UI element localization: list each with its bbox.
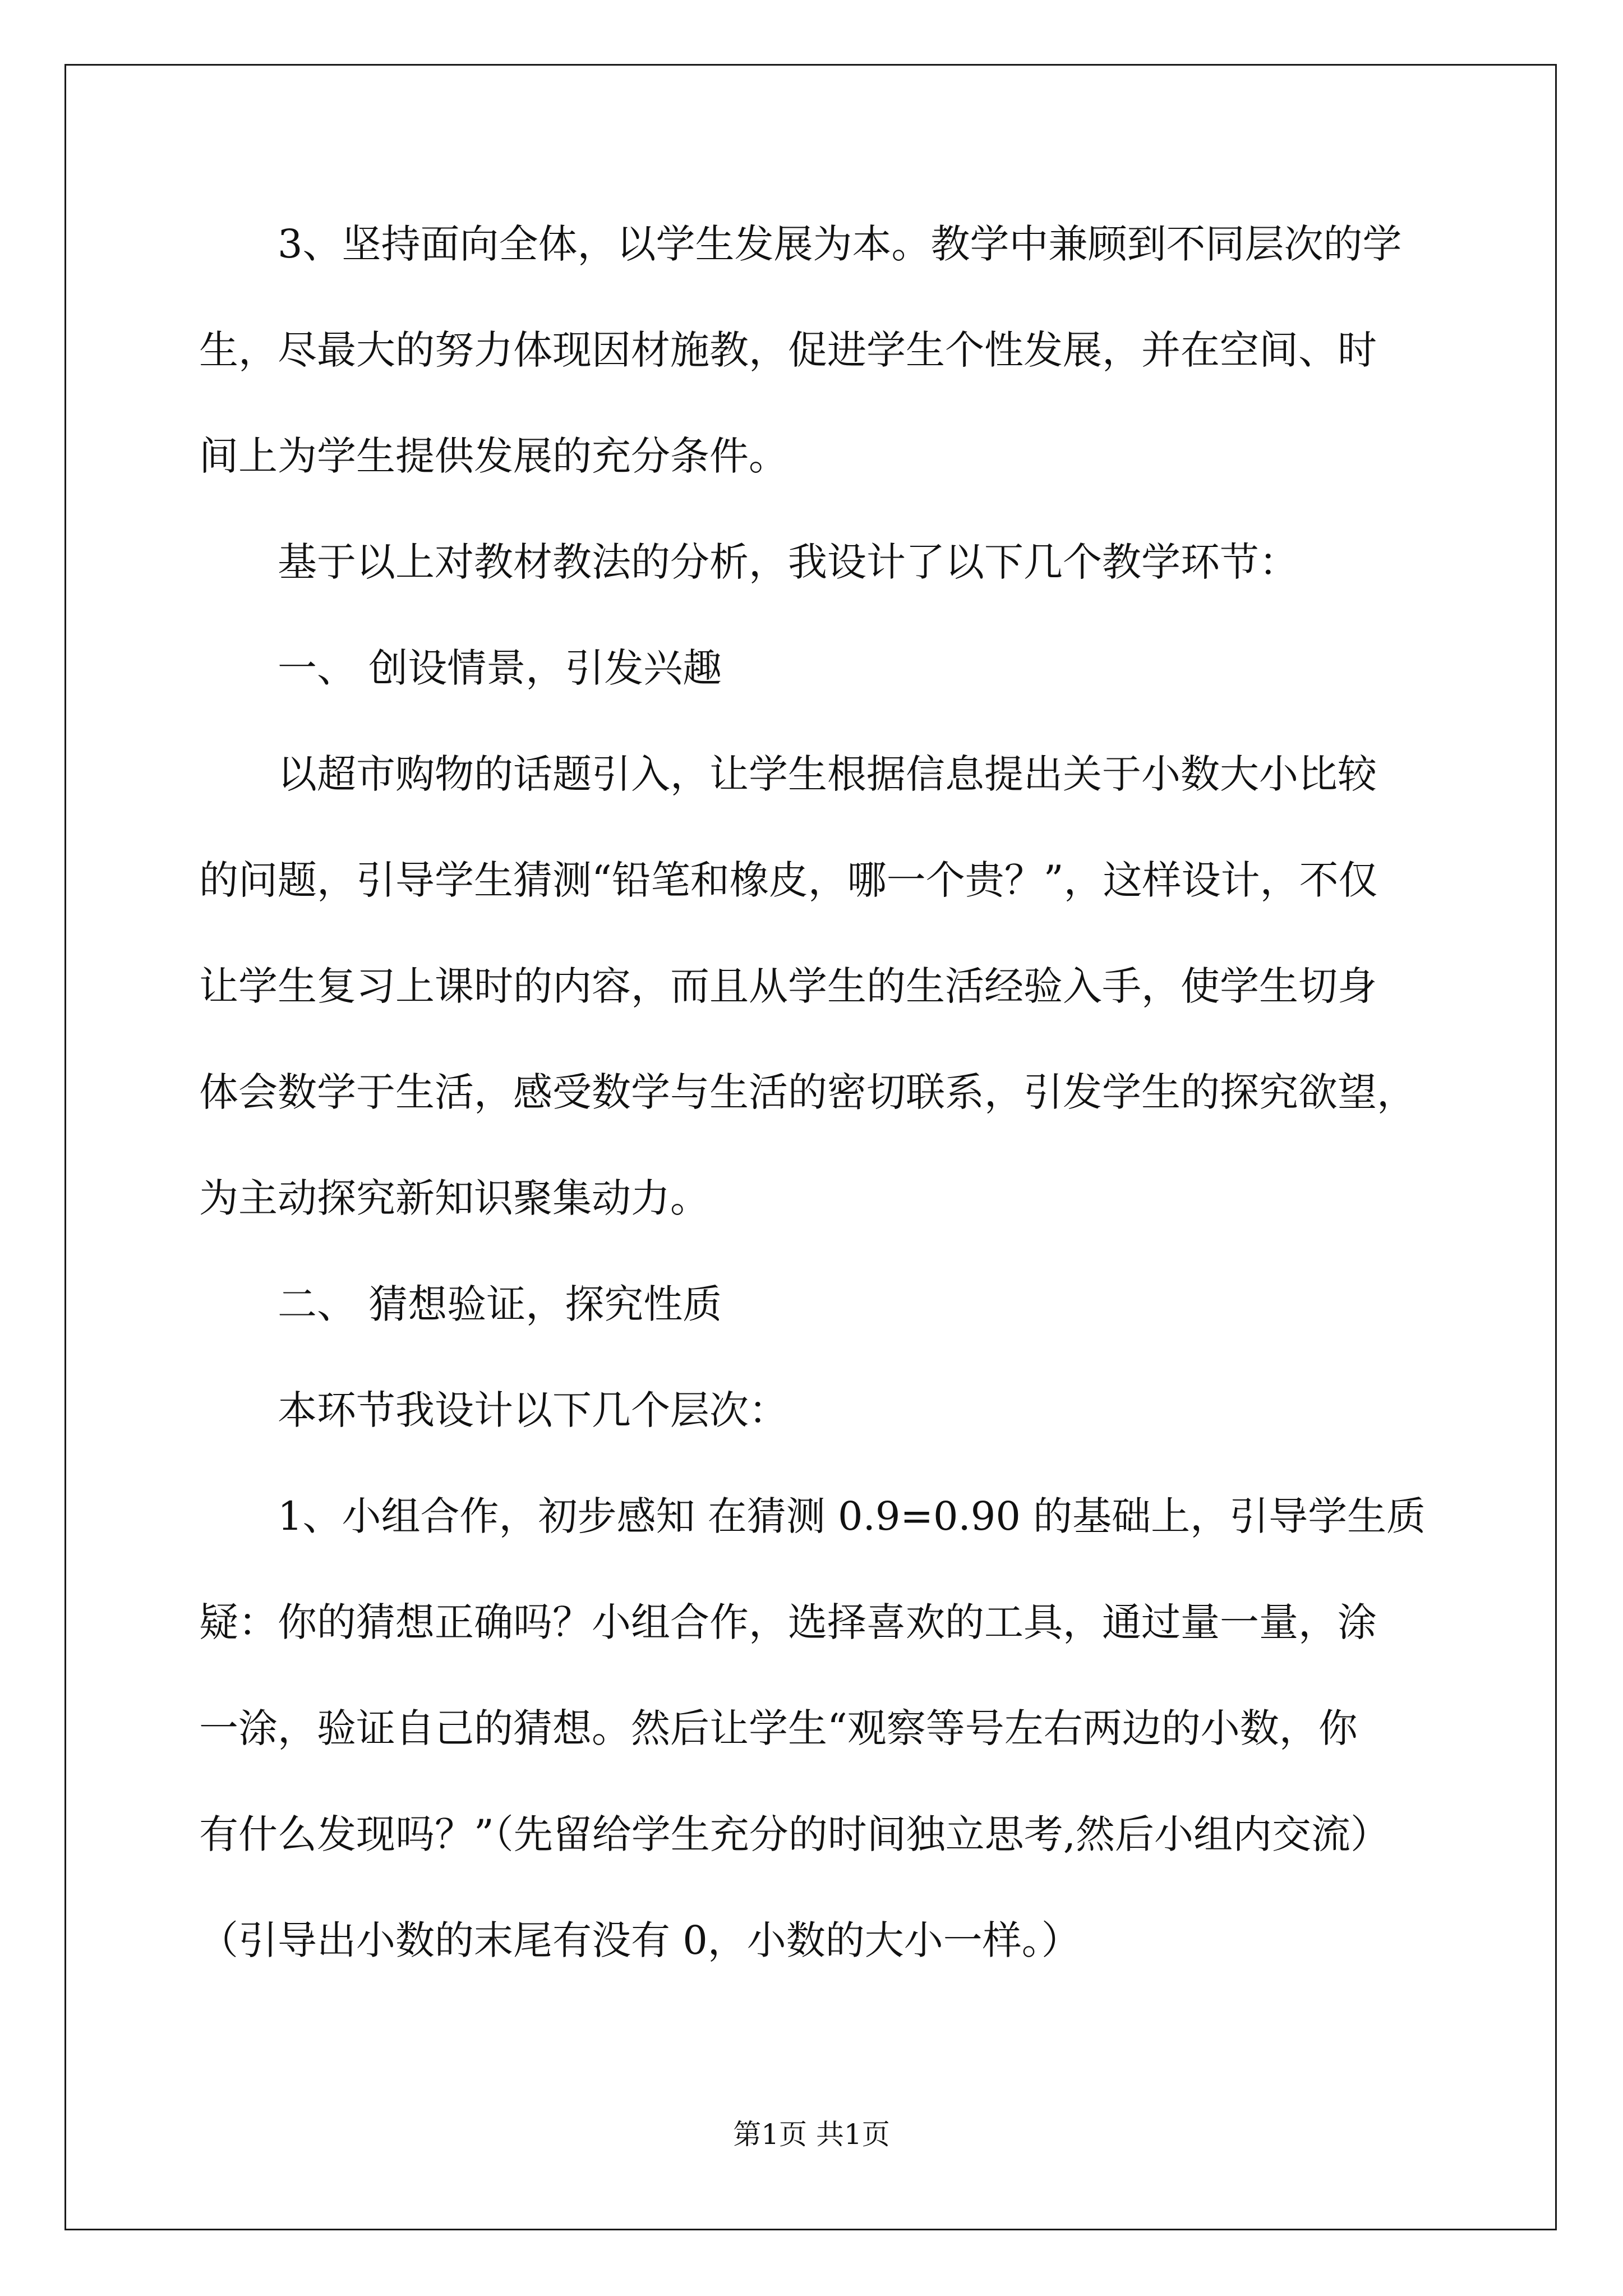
paragraph-line: 3、坚持面向全体，以学生发展为本。教学中兼顾到不同层次的学 (278, 221, 1402, 267)
paragraph-line: 生，尽最大的努力体现因材施教，促进学生个性发展，并在空间、时 (199, 327, 1377, 373)
paragraph-line: （引导出小数的末尾有没有 0，小数的大小一样。） (199, 1917, 1081, 1963)
page-footer: 第1页 共1页 (733, 2118, 890, 2151)
paragraph-line: 有什么发现吗？”（先留给学生充分的时间独立思考,然后小组内交流） (199, 1811, 1390, 1857)
paragraph-line: 的问题，引导学生猜测“铅笔和橡皮，哪一个贵？”，这样设计，不仅 (199, 857, 1378, 903)
section-heading: 一、 创设情景，引发兴趣 (278, 645, 722, 691)
paragraph-line: 疑：你的猜想正确吗？小组合作，选择喜欢的工具，通过量一量，涂 (199, 1599, 1377, 1645)
paragraph-line: 让学生复习上课时的内容，而且从学生的生活经验入手，使学生切身 (199, 963, 1377, 1009)
paragraph-line: 间上为学生提供发展的充分条件。 (199, 433, 788, 479)
document-body (199, 216, 1433, 2018)
paragraph-line: 为主动探究新知识聚集动力。 (199, 1175, 709, 1221)
paragraph-line: 本环节我设计以下几个层次： (278, 1387, 788, 1433)
paragraph-line: 以超市购物的话题引入，让学生根据信息提出关于小数大小比较 (278, 751, 1377, 797)
paragraph-line: 1、小组合作，初步感知 在猜测 0.9=0.90 的基础上，引导学生质 (278, 1493, 1426, 1539)
paragraph-line: 体会数学于生活，感受数学与生活的密切联系，引发学生的探究欲望， (199, 1069, 1416, 1115)
section-heading: 二、 猜想验证，探究性质 (278, 1281, 722, 1327)
paragraph-line: 基于以上对教材教法的分析，我设计了以下几个教学环节： (278, 539, 1298, 585)
paragraph-line: 一涂，验证自己的猜想。然后让学生“观察等号左右两边的小数，你 (199, 1705, 1358, 1751)
